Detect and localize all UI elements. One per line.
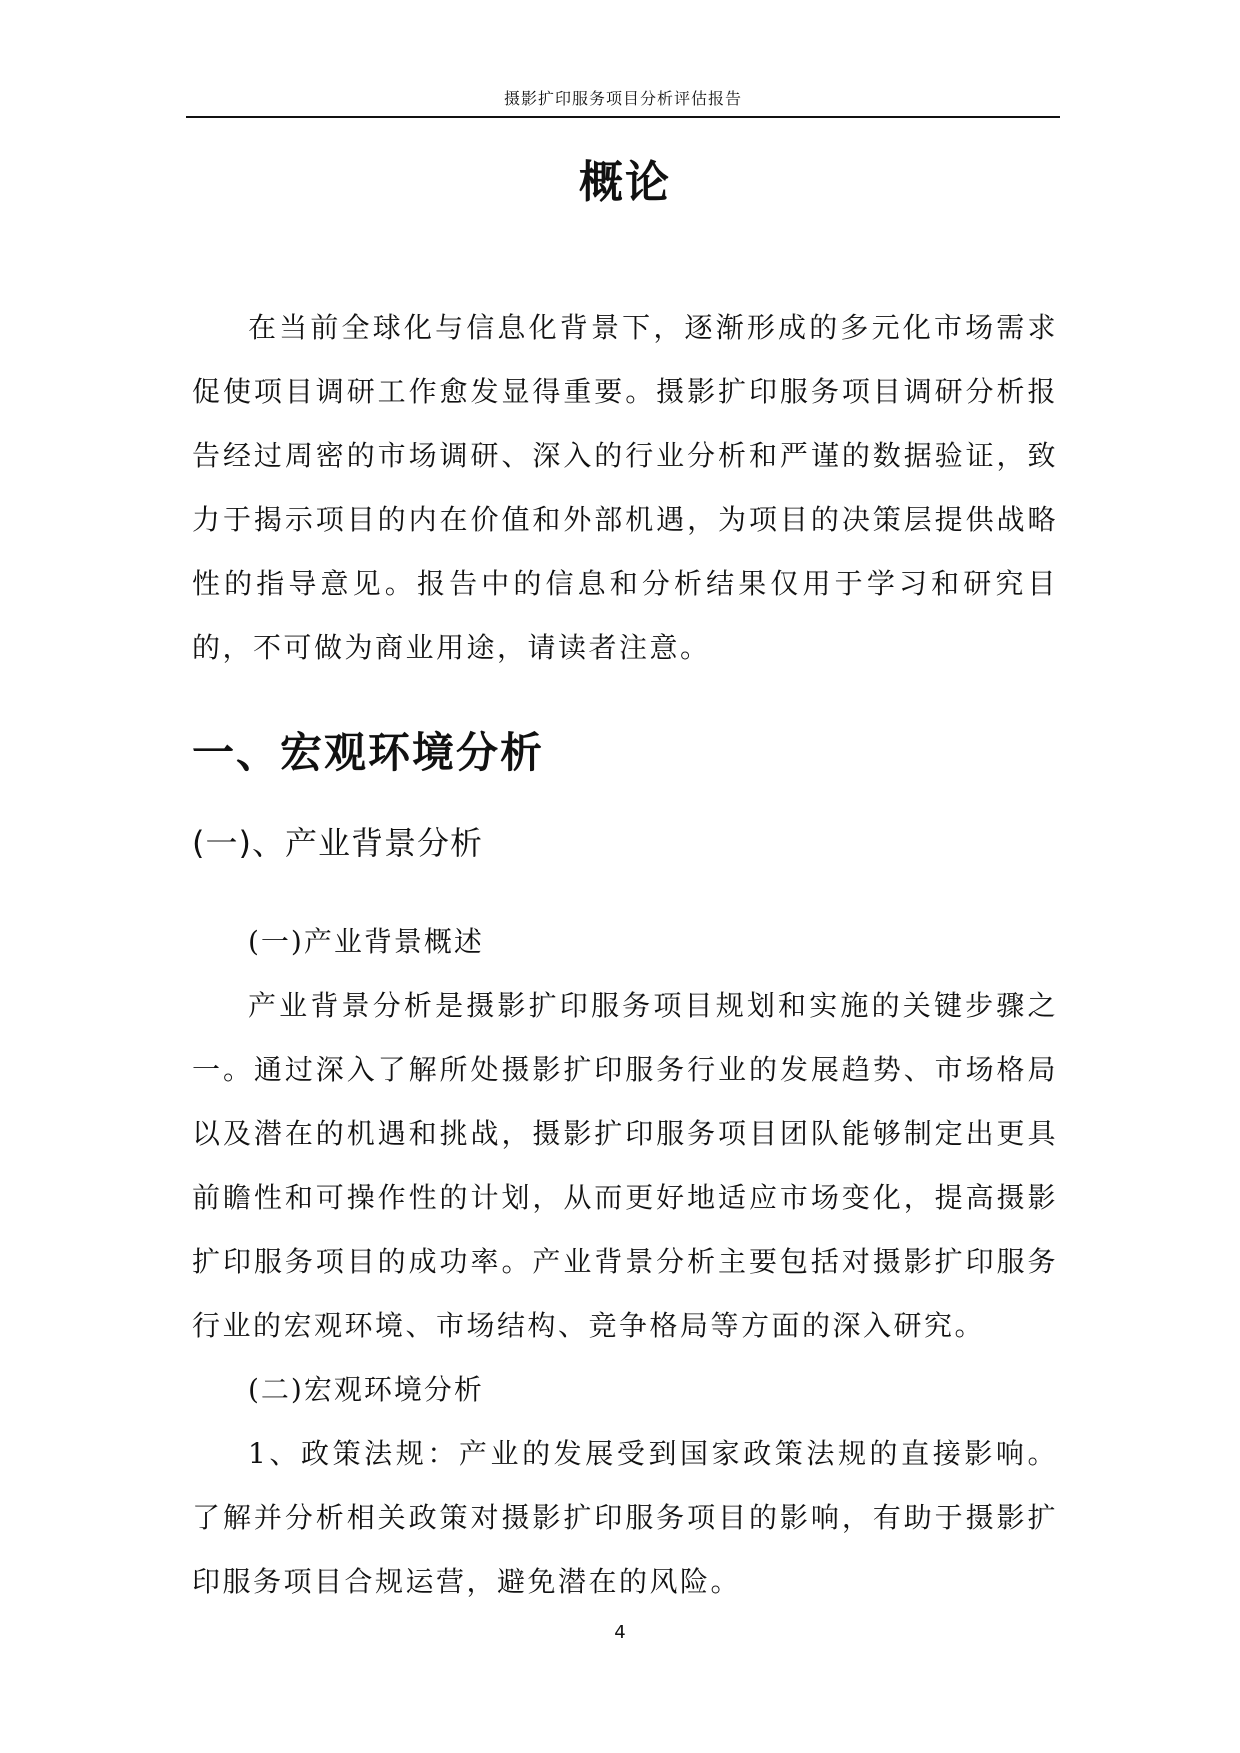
item-heading-macro-environment: (二)宏观环境分析 (248, 1373, 484, 1406)
section-title: 一、宏观环境分析 (192, 728, 545, 777)
page-content (192, 150, 1058, 1614)
page-number: 4 (614, 1622, 626, 1643)
intro-paragraph: 在当前全球化与信息化背景下，逐渐形成的多元化市场需求促使项目调研工作愈发显得重要。摄影扩印服务项目调研分析报告经过周密的市场调研、深入的行业分析和严谨的数据验证，致力于揭示项目的内在价值和外部机遇，为项目的决策层提供战略性的指导意见。报告中的信息和分析结果仅用于学习和研究目的，不可做为商业用途，请读者注意。 (192, 311, 1058, 664)
running-header: 摄影扩印服务项目分析评估报告 (186, 86, 1060, 118)
chapter-title: 概论 (579, 157, 671, 208)
item-heading-industry-overview: (一)产业背景概述 (248, 925, 484, 958)
subsection-title: (一)、产业背景分析 (192, 824, 483, 862)
industry-overview-paragraph: 产业背景分析是摄影扩印服务项目规划和实施的关键步骤之一。通过深入了解所处摄影扩印服务行业的发展趋势、市场格局以及潜在的机遇和挑战，摄影扩印服务项目团队能够制定出更具前瞻性和可操作性的计划，从而更好地适应市场变化，提高摄影扩印服务项目的成功率。产业背景分析主要包括对摄影扩印服务行业的宏观环境、市场结构、竞争格局等方面的深入研究。 (192, 989, 1058, 1342)
policy-paragraph: 1、政策法规：产业的发展受到国家政策法规的直接影响。了解并分析相关政策对摄影扩印服务项目的影响，有助于摄影扩印服务项目合规运营，避免潜在的风险。 (192, 1437, 1058, 1598)
